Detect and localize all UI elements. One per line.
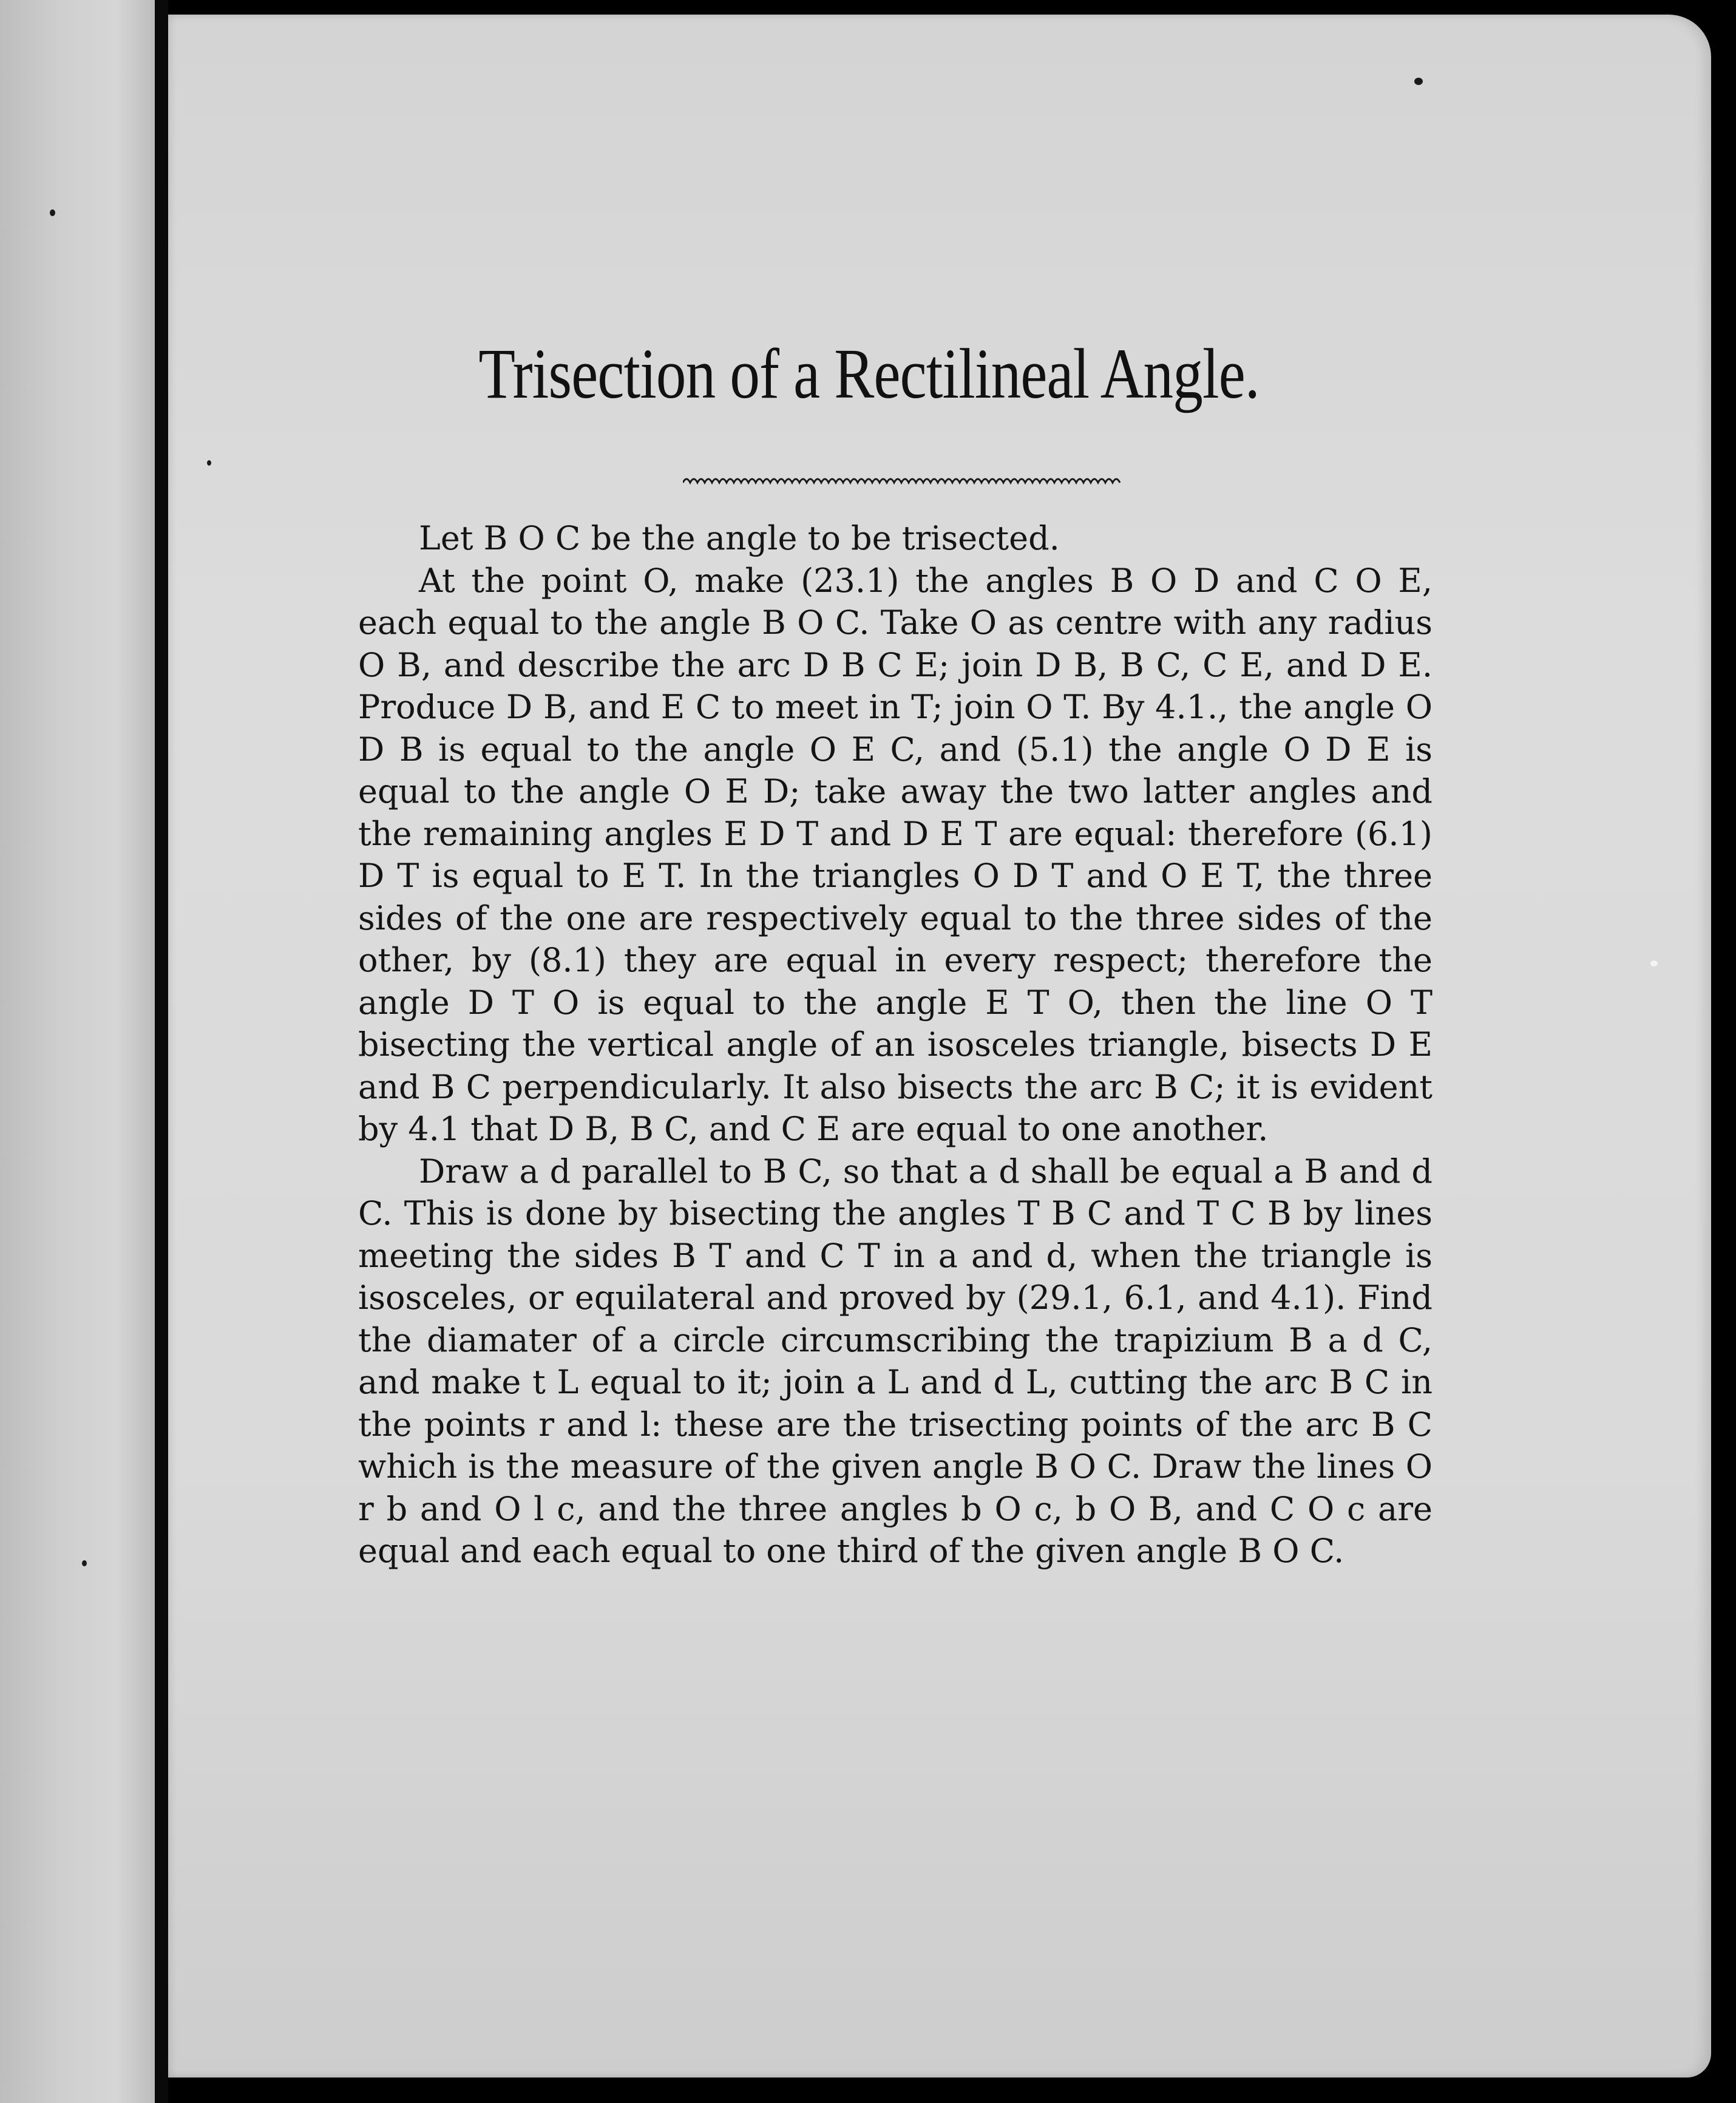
body-text	[358, 517, 1433, 1572]
ink-speck	[1650, 960, 1658, 967]
paragraph: Draw a d parallel to B C, so that a d shall be equal a B and d C. This is done by bisecting the angles T B C and T C B by lines meeting the sides B T and C T in a and d, when the triangle is isosceles, or equilateral and proved by (29.1, 6.1, and 4.1). Find the diamater of a circle circumscribing the trapizium B a d C, and make t L equal to it; join a L and d L, cutting the arc B C in the points r and l: these are the trisecting points of the arc B C which is the measure of the given angle B O C. Draw the lines O r b and O l c, and the three angles b O c, b O B, and C O c are equal and each equal to one third of the given angle B O C.	[358, 1152, 1433, 1570]
paragraph: Let B O C be the angle to be trisected.	[419, 519, 1060, 557]
paragraph: At the point O, make (23.1) the angles B O D and C O E, each equal to the angle B O C. Take O as centre with any radius O B, and describe the arc D B C E; join D B, B C, C E, and D E. Produce D B, and E C to meet in T; join O T. By 4.1., the angle O D B is equal to the angle O E C, and (5.1) the angle O D E is equal to the angle O E D; take away the two latter angles and the remaining angles E D T and D E T are equal: therefore (6.1) D T is equal to E T. In the triangles O D T and O E T, the three sides of the one are respectively equal to the three sides of the other, by (8.1) they are equal in every respect; therefore the angle D T O is equal to the angle E T O, then the line O T bisecting the vertical angle of an isosceles triangle, bisects D E and B C perpendicularly. It also bisects the arc B C; it is evident by 4.1 that D B, B C, and C E are equal to one another.	[358, 561, 1433, 1148]
ornamental-rule	[683, 474, 1126, 487]
left-page-edge	[0, 0, 155, 2103]
book-gutter	[155, 0, 168, 2103]
ink-speck	[82, 1560, 87, 1566]
ink-speck	[207, 460, 211, 466]
ink-speck	[1414, 78, 1423, 85]
ink-speck	[50, 209, 55, 216]
page-title: Trisection of a Rectilineal Angle.	[478, 334, 1260, 413]
